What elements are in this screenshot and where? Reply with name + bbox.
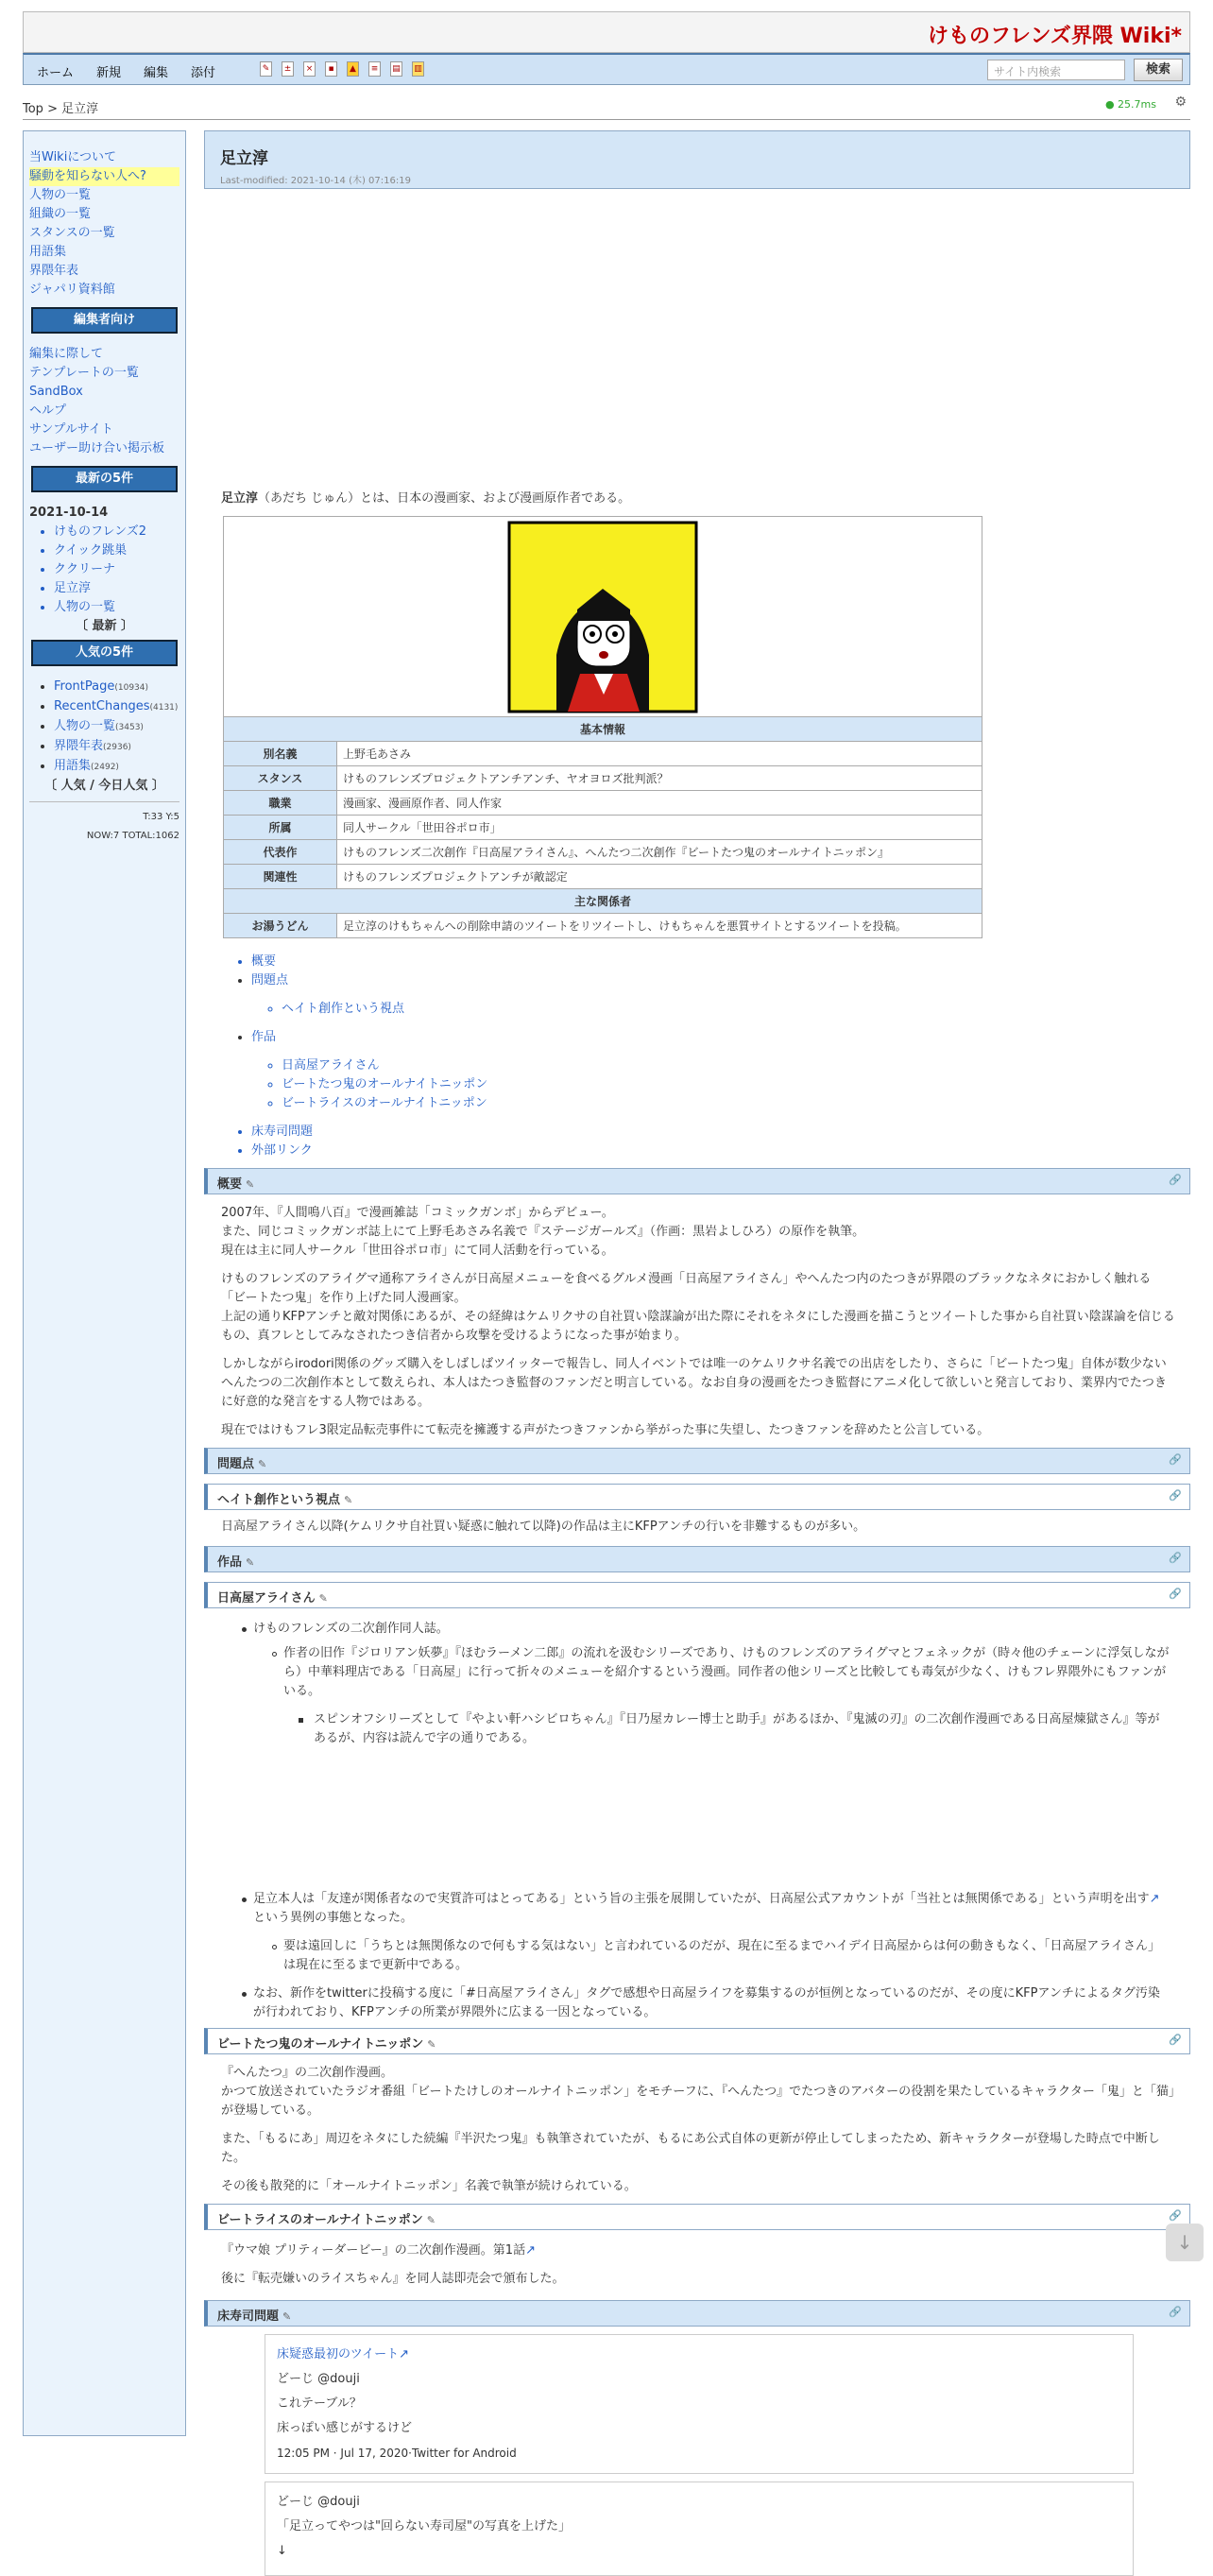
tweet-title (277, 2343, 1121, 2367)
text-line: かつて放送されていたラジオ番組「ビートたけしのオールナイトニッポン」をモチーフに、『へんたつ』でたつきのアバターの役割を果たしているキャラクター「鬼」と「猫」が登場している。 (221, 2085, 1175, 2118)
popular-section-header: 人気の5件 (31, 640, 178, 666)
bullet (272, 1652, 277, 1657)
scroll-down-button[interactable]: ↓ (1166, 2224, 1204, 2261)
popular-item-count: (3453) (115, 723, 144, 732)
heading-text: 概要 (217, 1177, 243, 1192)
text-line: また、同じコミックガンボ誌上にて上野毛あさみ名義で『ステージガールズ』（作画：黒岩よしひろ）の原作を執筆。 (221, 1225, 865, 1239)
paragraph (221, 1204, 1175, 1261)
toc-item[interactable]: • 概要 (251, 953, 487, 971)
bullet (242, 1992, 247, 1997)
popular-item[interactable] (54, 757, 179, 777)
infobox-value: 漫画家、漫画原作者、同人作家 (343, 797, 503, 810)
popular-item-count: (10934) (114, 683, 149, 693)
copy-icon[interactable]: ≡ (368, 61, 381, 77)
popular-item[interactable] (54, 737, 179, 757)
list-text: 足立本人は「友達が関係者なので実質許可はとってある」という旨の主張を展開していたが、日高屋公式アカウントが「当社とは無関係である」という声明を出す (253, 1892, 1150, 1906)
popular-item[interactable] (54, 697, 179, 717)
pencil-icon[interactable]: ✎ (258, 1458, 267, 1470)
gear-icon[interactable]: ⚙ (1174, 94, 1187, 110)
infobox-row (224, 864, 982, 888)
recent-date: 2021-10-14 (29, 506, 109, 520)
pencil-icon[interactable]: ✎ (246, 1178, 255, 1191)
external-link-icon[interactable]: ↗ (1149, 1892, 1160, 1906)
popular-item-name[interactable]: FrontPage (54, 679, 115, 694)
site-title[interactable]: けものフレンズ界隈 Wiki* (927, 25, 1182, 48)
toc-item (251, 971, 487, 1019)
heading-text: 問題点 (217, 1457, 255, 1471)
backup-icon[interactable]: ▪ (325, 61, 337, 77)
heading-text: 日高屋アライさん (217, 1591, 316, 1606)
sidebar (23, 130, 186, 2436)
toc-link[interactable]: 問題点 (251, 973, 289, 987)
recent-item[interactable]: • ククリーナ (54, 560, 179, 579)
attach-icon[interactable]: ▥ (412, 61, 424, 77)
infobox-key: 職業 (224, 791, 337, 815)
last-modified: Last-modified: 2021-10-14 (木) 07:16:19 (220, 176, 411, 186)
nav-new[interactable]: 新規 (96, 66, 122, 80)
sidebar-link[interactable]: 組織の一覧 (29, 207, 92, 221)
pencil-icon[interactable]: ✎ (246, 1556, 255, 1569)
list-item: なお、新作をtwitterに投稿する度に「#日高屋アライさん」タグで感想や日高屋ライフを募集するのが恒例となっているのだが、その度にKFPアンチによるタグ汚染が行われており、KFPアンチの所業が界隈外に広まる一因となっている。 (253, 1986, 1160, 2019)
infobox-caption-basic: 基本情報 (224, 717, 982, 741)
paragraph: しかしながらirodori関係のグッズ購入をしばしばツイッターで報告し、同人イベントでは唯一のケムリクサ名義での出店をしたり、さらに「ビートたつ鬼」自体が数少ないへんたつの二次創作本として数えられ、本人はたつき監督のファンだと明言している。なお自身の漫画をたつき監督にアニメ化して欲しいと発言しており、業界内でたつきに好意的な発言をする人物ではある。 (221, 1357, 1167, 1409)
paragraph: 後に『転売嫌いのライスちゃん』を同人誌即売会で頒布した。 (221, 2272, 565, 2286)
sidebar-editor-link[interactable]: ユーザー助け合い掲示板 (29, 441, 165, 455)
external-link-icon[interactable]: ↗ (399, 2347, 409, 2361)
toc-item[interactable]: • 床寿司問題 (251, 1123, 487, 1142)
section-heading-beat (204, 2028, 1190, 2054)
infobox-key: 所属 (224, 816, 337, 839)
text-line: 『ウマ娘 プリティーダービー』の二次創作漫画。第1話 (221, 2243, 526, 2258)
list-item: けものフレンズの二次創作同人誌。 (253, 1622, 449, 1636)
section-heading-hate (204, 1484, 1190, 1510)
bullet (242, 1627, 247, 1632)
sidebar-editor-link[interactable]: サンプルサイト (29, 422, 113, 437)
infobox-caption-relations: 主な関係者 (224, 888, 982, 913)
section-heading-mondai (204, 1448, 1190, 1474)
toc-subitem[interactable]: ◦ 日高屋アライさん (282, 1056, 487, 1075)
bullet (272, 1945, 277, 1949)
sidebar-link[interactable]: ジャパリ資料館 (29, 283, 115, 297)
recent-list (54, 523, 179, 617)
section-heading-hidaka (204, 1582, 1190, 1608)
text-line: 『へんたつ』の二次創作漫画。 (221, 2066, 394, 2080)
table-of-contents (242, 953, 487, 1160)
search-button[interactable]: 検索 (1134, 59, 1183, 81)
profile-image (224, 517, 982, 717)
counter-stat: T:33 Y:5 (143, 812, 179, 822)
popular-item-name[interactable]: 界隈年表 (54, 739, 104, 753)
page-icon[interactable]: ▤ (390, 61, 402, 77)
toc-subitem[interactable]: ◦ ヘイト創作という視点 (282, 1000, 487, 1019)
divider (23, 119, 1190, 120)
intro-text: （あだち じゅん）とは、日本の漫画家、および漫画原作者である。 (258, 491, 631, 506)
delete-icon[interactable]: × (303, 61, 316, 77)
anchor-link-icon[interactable]: 🔗 (1169, 1453, 1182, 1466)
section-heading-gaiyo (204, 1168, 1190, 1194)
section-heading-sakuhin (204, 1546, 1190, 1572)
infobox-row (224, 765, 982, 790)
breadcrumb[interactable]: Top > 足立淳 (23, 102, 99, 116)
popular-item[interactable] (54, 678, 179, 697)
popular-item-name[interactable]: RecentChanges (54, 699, 150, 713)
infobox-value: 足立淳のけもちゃんへの削除申請のツイートをリツイートし、けもちゃんを悪質サイトとするツイートを投稿。 (343, 919, 907, 933)
main-content (204, 130, 1190, 2558)
popular-item-name[interactable]: 人物の一覧 (54, 719, 116, 733)
infobox-value: けものフレンズ二次創作『日高屋アライさん』、へんたつ二次創作『ビートたつ鬼のオールナイトニッポン』 (343, 846, 889, 859)
text-line: 上記の通りKFPアンチと敵対関係にあるが、その経緯はケムリクサの自社買い陰謀論が出た際にそれをネタにした漫画を描こうとツイートした事から自社買い陰謀論を信じるもの、真フレとしてみなされたつき信者から攻撃を受けるようになった事が始まり。 (221, 1310, 1175, 1343)
tweet-text: これテーブル？ (277, 2396, 362, 2411)
paragraph (221, 2241, 1175, 2260)
infobox-key: スタンス (224, 766, 337, 790)
list-text: という異例の事態となった。 (253, 1911, 414, 1925)
text-line: 現在は主に同人サークル「世田谷ポロ市」にて同人活動を行っている。 (221, 1244, 614, 1258)
anchor-link-icon[interactable]: 🔗 (1169, 1174, 1182, 1186)
anchor-link-icon[interactable]: 🔗 (1169, 2306, 1182, 2318)
infobox-value: 同人サークル「世田谷ポロ市」 (343, 821, 502, 834)
infobox-key: 代表作 (224, 840, 337, 864)
heading-text: ビートたつ鬼のオールナイトニッポン (217, 2037, 424, 2052)
nav-attach[interactable]: 添付 (191, 66, 216, 80)
pencil-icon[interactable]: ✎ (318, 1592, 328, 1605)
heading-text: ヘイト創作という視点 (217, 1493, 341, 1507)
pencil-icon[interactable]: ✎ (427, 2038, 436, 2051)
recent-section-header: 最新の5件 (31, 466, 178, 492)
anchor-link-icon[interactable]: 🔗 (1169, 1588, 1182, 1600)
infobox-key: 別名義 (224, 742, 337, 765)
section-heading-toko (204, 2300, 1190, 2327)
popular-item[interactable] (54, 717, 179, 737)
infobox-value: 上野毛あさみ (343, 747, 412, 761)
heading-text: 作品 (217, 1555, 243, 1570)
lock-icon[interactable]: ▲ (347, 61, 359, 77)
pencil-icon[interactable]: ✎ (344, 1494, 353, 1506)
sidebar-link[interactable]: 界隈年表 (29, 264, 79, 278)
recent-item[interactable]: • クイック跳巣 (54, 541, 179, 560)
anchor-link-icon[interactable]: 🔗 (1169, 2034, 1182, 2046)
heading-text: 床寿司問題 (217, 2310, 280, 2324)
sidebar-editor-link[interactable]: SandBox (29, 385, 83, 399)
nav-home[interactable]: ホーム (37, 66, 75, 80)
paragraph: 日高屋アライさん以降(ケムリクサ自社買い疑惑に触れて以降)の作品は主にKFPアンチの行いを非難するものが多い。 (221, 1520, 866, 1534)
sidebar-link[interactable]: スタンスの一覧 (29, 226, 115, 240)
paragraph (221, 2064, 1175, 2121)
site-header (23, 11, 1190, 53)
popular-item-count: (4131) (149, 703, 179, 713)
infobox-key: 関連性 (224, 865, 337, 888)
sidebar-link[interactable]: 騒動を知らない人へ? (29, 167, 179, 186)
recent-item[interactable]: • 足立淳 (54, 579, 179, 598)
tweet-text: 床っぽい感じがするけど (277, 2421, 413, 2435)
popular-list (54, 678, 179, 777)
popular-item-name[interactable]: 用語集 (54, 759, 92, 773)
page-title: 足立淳 (220, 149, 268, 168)
intro-name: 足立淳 (221, 491, 259, 506)
anchor-link-icon[interactable]: 🔗 (1169, 1489, 1182, 1502)
section-heading-rice (204, 2204, 1190, 2230)
bullet (299, 1718, 303, 1723)
nav-bar (23, 53, 1190, 85)
list-item: 作者の旧作『ジロリアン妖夢』『ほむラーメン二郎』の流れを汲むシリーズであり、けものフレンズのアライグマとフェネックが（時々他のチェーンに浮気しながら）中華料理店である「日高屋」に行って折々のメニューを紹介するという漫画。同作者の他シリーズと比較しても毒気が少なく、けもフレ界隈外にもファンがいる。 (283, 1646, 1170, 1698)
list-item: スピンオフシリーズとして『やよい軒ハシビロちゃん』『日乃屋カレー博士と助手』があるほか、『鬼滅の刃』の二次創作漫画である日高屋煉獄さん』等があるが、内容は読んで字の通りである。 (314, 1712, 1160, 1745)
recent-item[interactable]: • 人物の一覧 (54, 598, 179, 617)
popular-more-link[interactable]: 〔 人気 / 今日人気 〕 (44, 779, 164, 793)
toc-item (251, 1028, 487, 1113)
tweet-author[interactable]: どーじ @douji (277, 2372, 360, 2386)
infobox-row (224, 839, 982, 864)
infobox-value: けものフレンズプロジェクトアンチが敵認定 (343, 870, 568, 884)
popular-item-count: (2492) (91, 763, 119, 772)
toc-subitem[interactable]: ◦ ビートライスのオールナイトニッポン (282, 1094, 487, 1113)
counter-total: NOW:7 TOTAL:1062 (86, 831, 179, 841)
render-timer: ● 25.7ms (1104, 98, 1156, 111)
infobox (223, 516, 982, 938)
infobox-key: お湯うどん (224, 914, 337, 937)
diff-icon[interactable]: ± (282, 61, 294, 77)
paragraph: また、「もるにあ」周辺をネタにした続編『半沢たつ鬼』も執筆されていたが、もるにあ公式自体の更新が停止してしまったため、新キャラクターが登場した時点で中断した。 (221, 2132, 1160, 2165)
infobox-row (224, 913, 982, 937)
infobox-value: けものフレンズプロジェクトアンチアンチ、ヤオヨロズ批判派？ (343, 772, 669, 785)
recent-item[interactable]: • けものフレンズ2 (54, 523, 179, 541)
external-link-icon[interactable]: ↗ (525, 2243, 536, 2258)
toc-subitem[interactable]: ◦ ビートたつ鬼のオールナイトニッポン (282, 1075, 487, 1094)
list-item (253, 1890, 1171, 1928)
list-item: 要は遠回しに「うちとは無関係なので何もする気はない」と言われているのだが、現在に至るまでハイデイ日高屋からは何の動きもなく、「日高屋アライさん」は現在に至るまで更新中である。 (283, 1939, 1160, 1972)
tweet-text: ↓ (277, 2544, 287, 2558)
text-line: 2007年、『人間鳴八百』で漫画雑誌「コミックガンボ」からデビュー。 (221, 1206, 614, 1220)
tweet-timestamp[interactable]: 12:05 PM · Jul 17, 2020·Twitter for Android (277, 2447, 517, 2460)
heading-text: ビートライスのオールナイトニッポン (217, 2213, 423, 2227)
tweet-link[interactable]: 床疑惑最初のツイート (277, 2347, 400, 2361)
pencil-icon[interactable]: ✎ (260, 61, 272, 77)
timer-value: 25.7ms (1118, 98, 1156, 111)
page-title-box (204, 130, 1190, 189)
paragraph: 現在ではけもフレ3限定品転売事件にて転売を擁護する声がたつきファンから挙がった事に失望し、たつきファンを辞めたと公言している。 (221, 1423, 990, 1437)
sidebar-editor-link[interactable]: 編集に際して (29, 347, 104, 361)
character-portrait (509, 523, 696, 712)
sidebar-link[interactable]: 用語集 (29, 245, 67, 259)
nav-edit[interactable]: 編集 (144, 66, 169, 80)
pencil-icon[interactable]: ✎ (282, 2310, 292, 2323)
infobox-row (224, 790, 982, 815)
sidebar-link[interactable]: 人物の一覧 (29, 188, 92, 202)
popular-item-count: (2936) (103, 743, 131, 752)
toc-link[interactable]: 作品 (251, 1030, 277, 1044)
paragraph (221, 1270, 1175, 1346)
sidebar-editor-link[interactable]: テンプレートの一覧 (29, 366, 139, 380)
pencil-icon[interactable]: ✎ (426, 2214, 436, 2226)
intro (221, 488, 630, 506)
recent-more-link[interactable]: 〔 最新 〕 (75, 619, 134, 633)
embedded-tweet (265, 2334, 1134, 2474)
text-line: けものフレンズのアライグマ通称アライさんが日高屋メニューを食べるグルメ漫画「日高屋アライさん」やへんたつ内のたつきが界隈のブラックなネタにおかしく触れる「ビートたつ鬼」を作り上げた同人漫画家。 (221, 1272, 1152, 1305)
infobox-row (224, 741, 982, 765)
embedded-tweet (265, 2482, 1134, 2576)
bullet (242, 1898, 247, 1902)
infobox-row (224, 815, 982, 839)
anchor-link-icon[interactable]: 🔗 (1169, 1552, 1182, 1564)
search-input[interactable]: サイト内検索 (987, 60, 1125, 80)
toc-item[interactable]: • 外部リンク (251, 1142, 487, 1160)
sidebar-editor-link[interactable]: ヘルプ (29, 404, 67, 418)
anchor-link-icon[interactable]: 🔗 (1169, 2209, 1182, 2222)
editor-section-header: 編集者向け (31, 307, 178, 334)
paragraph: その後も散発的に「オールナイトニッポン」名義で執筆が続けられている。 (221, 2179, 637, 2193)
tweet-text: 「足立ってやつは"回らない寿司屋"の写真を上げた」 (277, 2519, 571, 2533)
tweet-author[interactable]: どーじ @douji (277, 2495, 360, 2509)
sidebar-link[interactable]: 当Wikiについて (29, 150, 117, 164)
